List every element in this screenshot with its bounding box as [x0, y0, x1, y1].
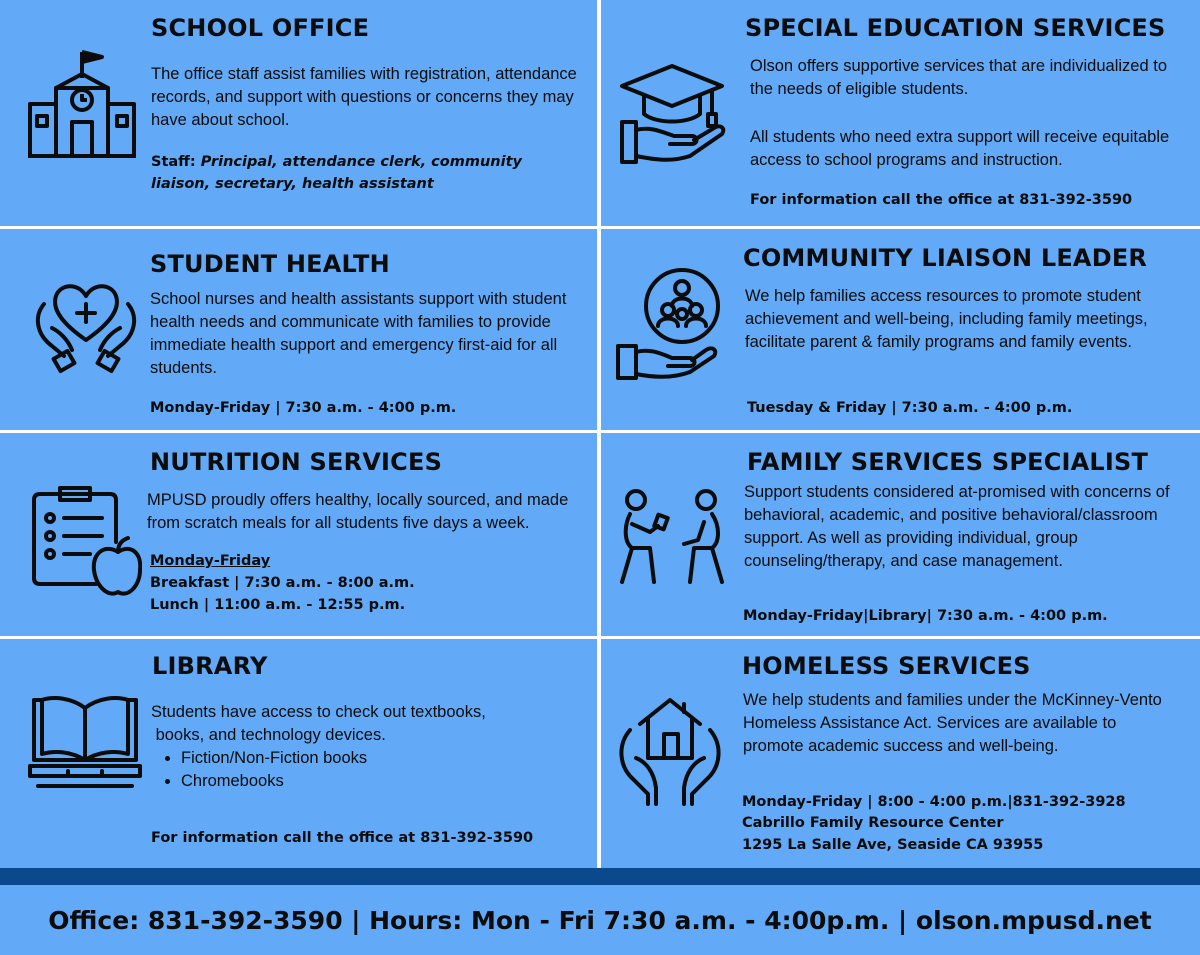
- homeless-services-title: HOMELESS SERVICES: [742, 652, 1031, 680]
- community-liaison-hours: Tuesday & Friday | 7:30 a.m. - 4:00 p.m.: [747, 400, 1073, 416]
- row-divider: [601, 226, 1200, 229]
- school-office-title: SCHOOL OFFICE: [151, 14, 370, 42]
- school-office-description: The office staff assist families with registration, attendance records, and support with questions or concerns they may have about school.: [151, 65, 577, 129]
- row-divider: [0, 636, 597, 639]
- footer-band: [0, 868, 1200, 885]
- homeless-services-center: Cabrillo Family Resource Center: [742, 815, 1004, 831]
- row-divider: [601, 430, 1200, 433]
- library-description-line-1: Students have access to check out textbooks,: [151, 703, 486, 721]
- row-divider: [0, 226, 597, 229]
- special-education-description-2: All students who need extra support will receive equitable access to school programs and instruction.: [750, 128, 1170, 169]
- footer: [0, 885, 1200, 955]
- family-services-description: Support students considered at-promised with concerns of behavioral, academic, and positive behavioral/classroom support. As well as providing individual, group counseling/therapy, and case management.: [744, 483, 1170, 570]
- family-services-hours: Monday-Friday|Library| 7:30 a.m. - 4:00 p.m.: [743, 608, 1108, 624]
- row-divider: [0, 430, 597, 433]
- student-health-hours: Monday-Friday | 7:30 a.m. - 4:00 p.m.: [150, 400, 457, 416]
- heart-hands-icon: [30, 278, 142, 374]
- nutrition-description: MPUSD proudly offers healthy, locally sourced, and made from scratch meals for all students five days a week.: [147, 491, 569, 532]
- student-health-title: STUDENT HEALTH: [150, 250, 390, 278]
- community-hand-icon: [614, 264, 722, 386]
- special-education-description-1: Olson offers supportive services that are individualized to the needs of eligible students.: [750, 57, 1167, 98]
- special-education-title: SPECIAL EDUCATION SERVICES: [745, 14, 1166, 42]
- library-resource-list: [151, 747, 581, 793]
- nutrition-lunch: Lunch | 11:00 a.m. - 12:55 p.m.: [150, 597, 406, 613]
- special-education-info: For information call the office at 831-392-3590: [750, 192, 1133, 208]
- list-item: • Chromebooks: [181, 770, 581, 793]
- homeless-services-hours: Monday-Friday | 8:00 - 4:00 p.m.|831-392-3928: [742, 794, 1126, 810]
- book-laptop-icon: [28, 688, 142, 792]
- graduation-cap-hand-icon: [616, 62, 728, 166]
- library-title: LIBRARY: [152, 652, 268, 680]
- community-liaison-description: We help families access resources to promote student achievement and well-being, including family meetings, facilitate parent & family programs and family events.: [745, 287, 1148, 351]
- nutrition-days: Monday-Friday: [150, 553, 271, 569]
- library-description: [151, 701, 581, 793]
- column-divider: [597, 0, 601, 868]
- library-info: For information call the office at 831-392-3590: [151, 830, 534, 846]
- list-item: • Fiction/Non-Fiction books: [181, 747, 581, 770]
- student-health-description: School nurses and health assistants support with student health needs and communicate with families to provide immediate health support and emergency first-aid for all students.: [150, 290, 567, 377]
- staff-label: Staff:: [151, 154, 196, 170]
- counseling-people-icon: [618, 486, 728, 588]
- footer-contact-text: Office: 831-392-3590 | Hours: Mon - Fri 7:30 a.m. - 4:00p.m. | olson.mpusd.net: [48, 905, 1152, 935]
- house-hands-icon: [614, 696, 726, 808]
- school-building-icon: [26, 48, 142, 160]
- nutrition-title: NUTRITION SERVICES: [150, 448, 443, 476]
- staff-list: Principal, attendance clerk, community liaison, secretary, health assistant: [151, 154, 522, 192]
- school-office-staff: [151, 151, 571, 195]
- row-divider: [601, 636, 1200, 639]
- homeless-services-address: 1295 La Salle Ave, Seaside CA 93955: [742, 837, 1044, 853]
- homeless-services-description: We help students and families under the McKinney-Vento Homeless Assistance Act. Services are available to promote academic success and well-being.: [743, 691, 1162, 755]
- clipboard-apple-icon: [30, 486, 142, 600]
- family-services-title: FAMILY SERVICES SPECIALIST: [747, 448, 1149, 476]
- library-description-line-2: books, and technology devices.: [151, 726, 386, 744]
- community-liaison-title: COMMUNITY LIAISON LEADER: [743, 244, 1148, 272]
- nutrition-breakfast: Breakfast | 7:30 a.m. - 8:00 a.m.: [150, 575, 415, 591]
